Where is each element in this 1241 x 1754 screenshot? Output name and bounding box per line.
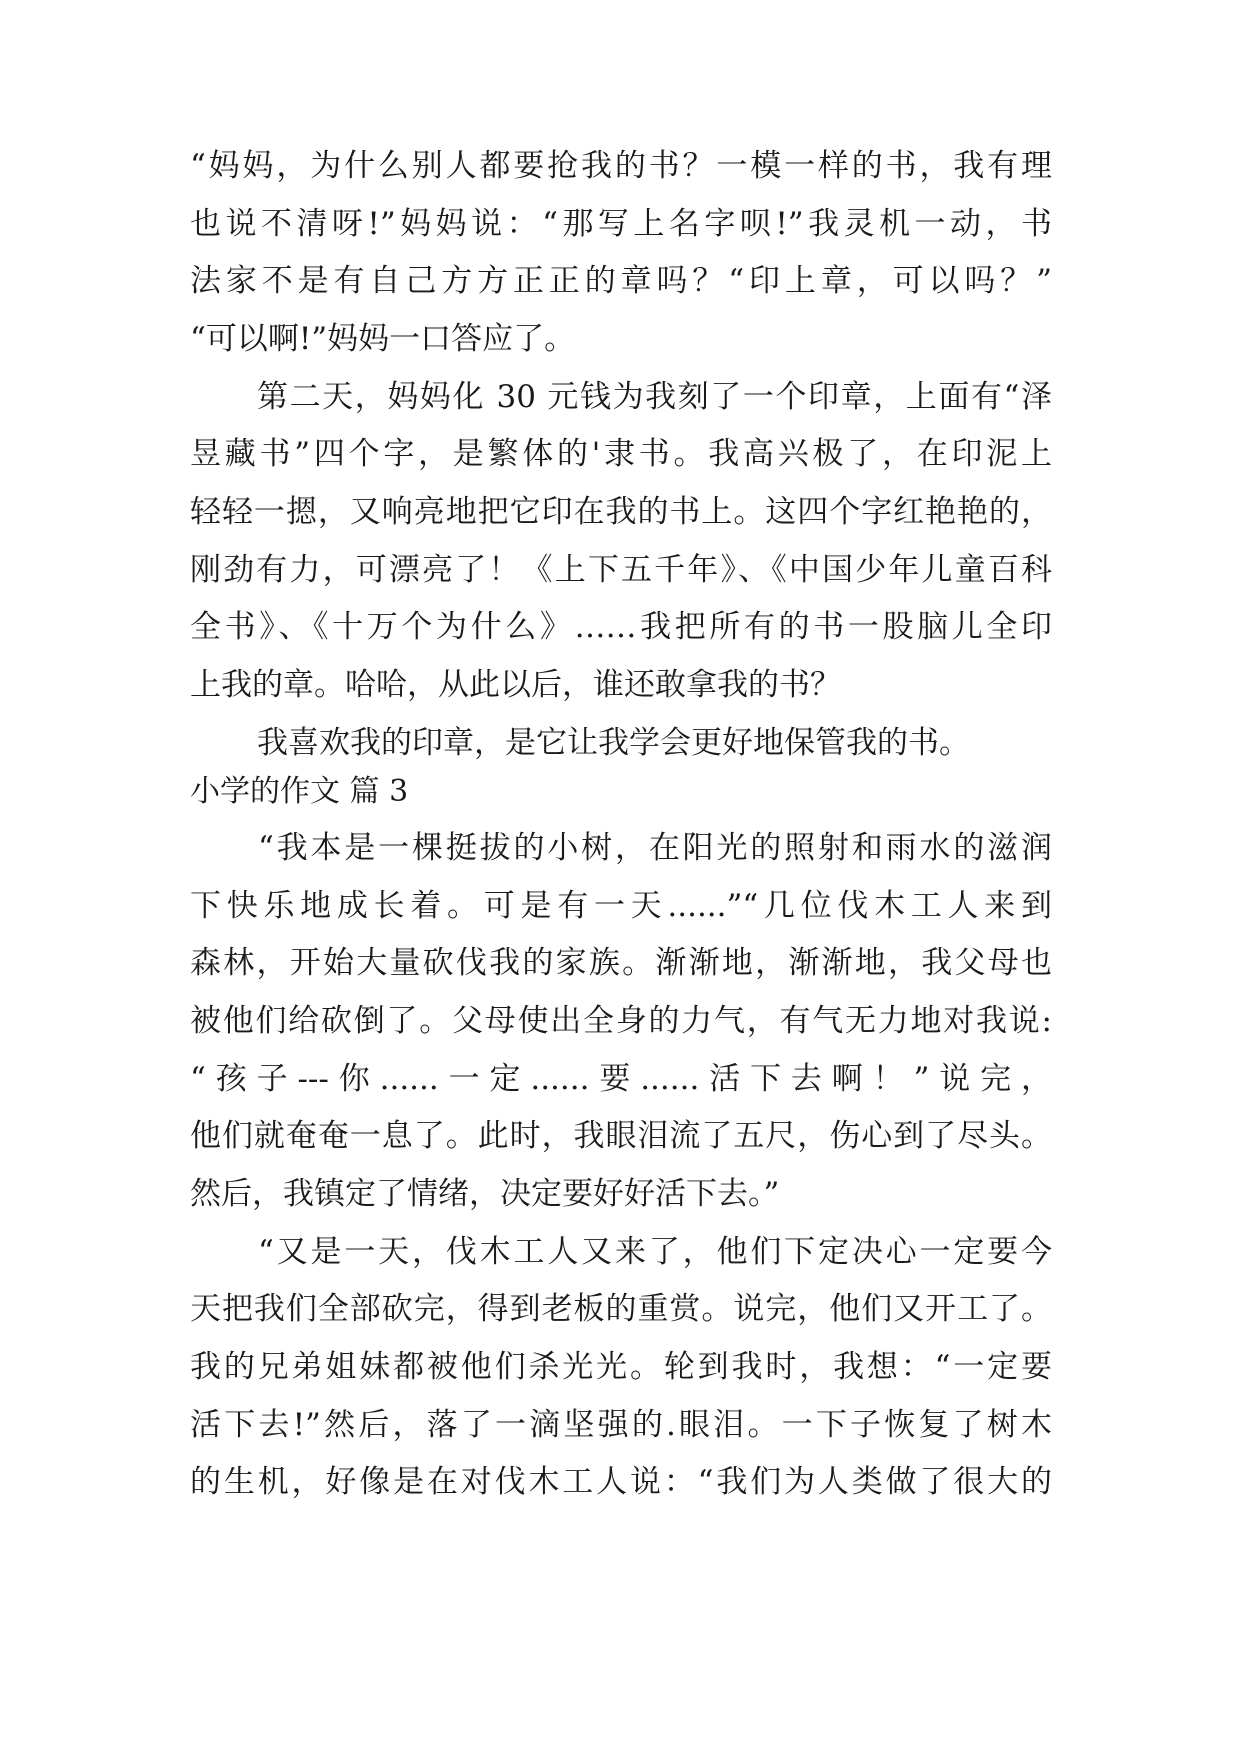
text-line: 天把我们全部砍完，得到老板的重赏。说完，他们又开工了。: [190, 1291, 1052, 1327]
text-line: 第二天，妈妈化 30 元钱为我刻了一个印章，上面有“泽: [257, 379, 1052, 415]
text-line: 他们就奄奄一息了。此时，我眼泪流了五尺，伤心到了尽头。: [190, 1118, 1052, 1154]
text-line: 我喜欢我的印章，是它让我学会更好地保管我的书。: [257, 725, 970, 761]
text-line: “可以啊!”妈妈一口答应了。: [190, 321, 576, 357]
text-line: 活下去!”然后，落了一滴坚强的.眼泪。一下子恢复了树木: [190, 1407, 1052, 1443]
text-line: 被他们给砍倒了。父母使出全身的力气，有气无力地对我说:: [190, 1003, 1052, 1039]
text-line: 昱藏书”四个字，是繁体的'隶书。我高兴极了，在印泥上: [190, 436, 1052, 472]
text-line: 也说不清呀!”妈妈说：“那写上名字呗!”我灵机一动，书: [190, 206, 1052, 242]
text-line: 的生机，好像是在对伐木工人说：“我们为人类做了很大的: [190, 1464, 1052, 1500]
text-line: 全书》、《十万个为什么》……我把所有的书一股脑儿全印: [190, 609, 1052, 645]
section-heading: 小学的作文 篇 3: [190, 774, 409, 809]
text-line: “又是一天，伐木工人又来了，他们下定决心一定要今: [258, 1234, 1052, 1270]
text-line: 轻轻一摁，又响亮地把它印在我的书上。这四个字红艳艳的，: [190, 494, 1052, 530]
text-line: 森林，开始大量砍伐我的家族。渐渐地，渐渐地，我父母也: [190, 945, 1052, 981]
text-line: 我的兄弟姐妹都被他们杀光光。轮到我时，我想：“一定要: [190, 1349, 1052, 1385]
text-line: 然后，我镇定了情绪，决定要好好活下去。”: [190, 1176, 780, 1212]
text-line: 法家不是有自己方方正正的章吗？“印上章，可以吗？”: [190, 263, 1052, 299]
text-line: 上我的章。哈哈，从此以后，谁还敢拿我的书？: [190, 667, 841, 703]
text-line: “我本是一棵挺拔的小树，在阳光的照射和雨水的滋润: [258, 830, 1052, 866]
text-line: 刚劲有力，可漂亮了！《上下五千年》、《中国少年儿童百科: [190, 552, 1052, 588]
text-line: “孩子---你......一定......要......活下去啊！”说完，: [190, 1061, 1052, 1097]
text-line: 下快乐地成长着。可是有一天......”“几位伐木工人来到: [190, 888, 1052, 924]
text-line: “妈妈，为什么别人都要抢我的书？一模一样的书，我有理: [190, 148, 1052, 184]
